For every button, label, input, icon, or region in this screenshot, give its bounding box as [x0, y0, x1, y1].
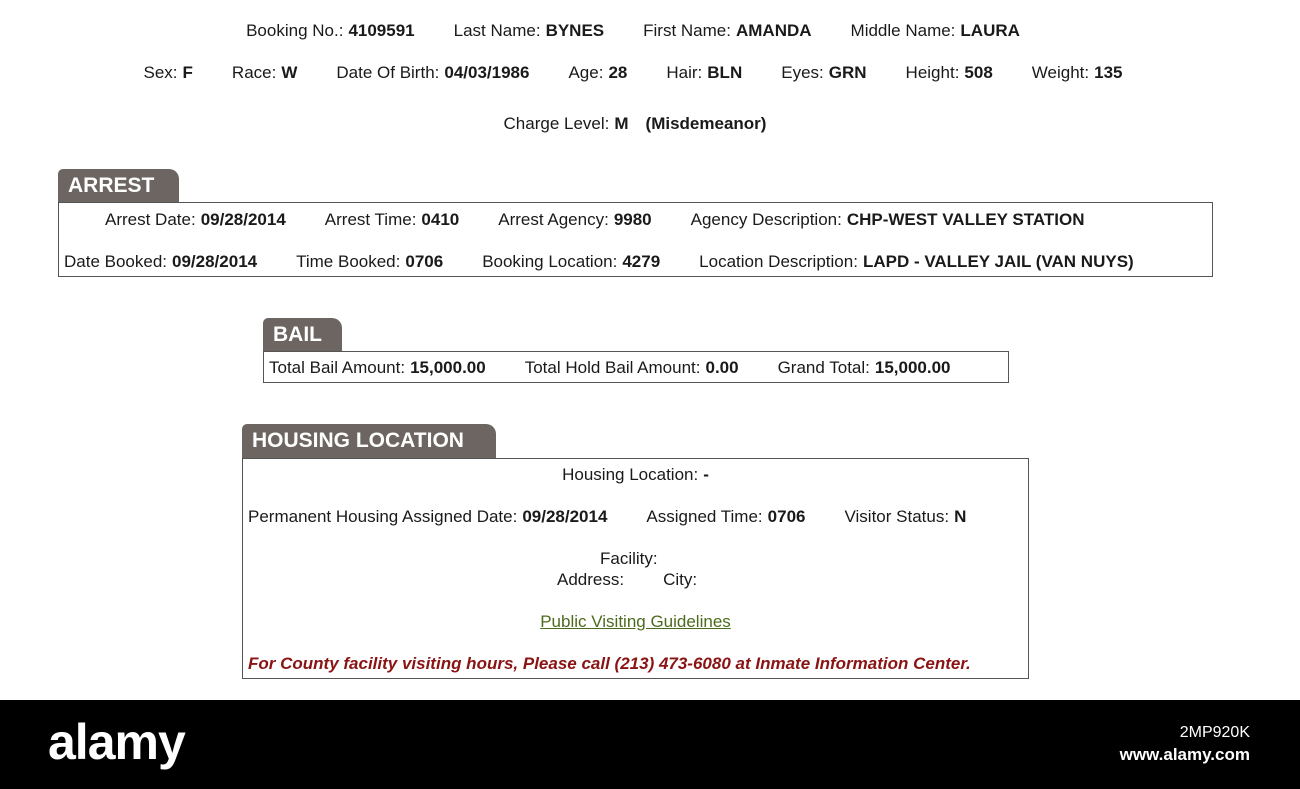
location-description-field	[699, 252, 1134, 272]
visiting-hours-notice: For County facility visiting hours, Please call (213) 473-6080 at Inmate Information Center.	[248, 654, 971, 673]
assigned-time-label: Assigned Time:	[646, 507, 763, 526]
sex-label: Sex:	[143, 63, 178, 82]
booking-no-value: 4109591	[348, 21, 415, 40]
agency-description-field	[691, 210, 1085, 230]
weight-value: 135	[1094, 63, 1123, 82]
alamy-logo: alamy	[48, 714, 185, 770]
last-name-label: Last Name:	[453, 21, 541, 40]
visitor-status-label: Visitor Status:	[844, 507, 950, 526]
booking-location-field	[482, 252, 660, 272]
grand-total-field	[778, 358, 951, 378]
grand-total-label: Grand Total:	[777, 358, 870, 377]
arrest-section-tab: ARREST	[58, 169, 179, 203]
arrest-time-value: 0410	[421, 210, 460, 229]
grand-total-value: 15,000.00	[874, 358, 951, 377]
last-name-value: BYNES	[545, 21, 605, 40]
city-label: City:	[663, 570, 698, 589]
assigned-time-field	[646, 507, 805, 527]
race-field	[232, 63, 297, 83]
time-booked-label: Time Booked:	[296, 252, 401, 271]
housing-location-row	[243, 465, 1028, 485]
arrest-agency-value: 9980	[613, 210, 652, 229]
visitor-status-field	[844, 507, 966, 527]
eyes-value: GRN	[828, 63, 867, 82]
sex-field	[144, 63, 193, 83]
dob-label: Date Of Birth:	[336, 63, 440, 82]
total-bail-label: Total Bail Amount:	[269, 358, 406, 377]
location-description-label: Location Description:	[699, 252, 858, 271]
housing-location-field	[562, 465, 709, 485]
total-hold-bail-field	[525, 358, 739, 378]
facility-row	[600, 549, 658, 569]
guidelines-row	[243, 612, 1028, 632]
age-label: Age:	[568, 63, 604, 82]
eyes-field	[781, 63, 866, 83]
time-booked-value: 0706	[405, 252, 444, 271]
first-name-field	[643, 21, 811, 41]
total-bail-field	[269, 358, 486, 378]
arrest-section-box	[58, 202, 1213, 277]
first-name-value: AMANDA	[735, 21, 812, 40]
image-id: 2MP920K	[1179, 724, 1250, 741]
arrest-date-label: Arrest Date:	[105, 210, 196, 229]
arrest-date-field	[105, 210, 286, 230]
housing-location-value: -	[703, 465, 709, 484]
visitor-status-value: N	[954, 507, 967, 526]
weight-label: Weight:	[1031, 63, 1090, 82]
watermark-footer	[0, 700, 1300, 789]
arrest-agency-field	[498, 210, 651, 230]
total-hold-bail-value: 0.00	[705, 358, 739, 377]
charge-level-row	[0, 114, 1270, 134]
bail-section-box	[263, 351, 1009, 383]
assigned-time-value: 0706	[767, 507, 806, 526]
arrest-time-label: Arrest Time:	[324, 210, 417, 229]
arrest-row-2	[64, 252, 1134, 272]
booking-no-label: Booking No.:	[246, 21, 344, 40]
facility-label: Facility:	[600, 549, 658, 568]
arrest-time-field	[325, 210, 459, 230]
height-field	[906, 63, 993, 83]
middle-name-value: LAURA	[960, 21, 1020, 40]
middle-name-field	[851, 21, 1020, 41]
image-id-block	[1120, 722, 1250, 766]
middle-name-label: Middle Name:	[850, 21, 956, 40]
race-value: W	[281, 63, 298, 82]
booking-no-field	[246, 21, 415, 41]
bail-row	[269, 358, 951, 378]
dob-field	[336, 63, 529, 83]
charge-level-description: (Misdemeanor)	[645, 114, 767, 133]
hair-value: BLN	[707, 63, 743, 82]
agency-description-value: CHP-WEST VALLEY STATION	[846, 210, 1085, 229]
date-booked-value: 09/28/2014	[172, 252, 258, 271]
watermark-site: www.alamy.com	[1119, 745, 1250, 764]
height-value: 508	[964, 63, 993, 82]
date-booked-field	[64, 252, 257, 272]
charge-level-field	[504, 114, 767, 134]
first-name-label: First Name:	[643, 21, 731, 40]
age-field	[568, 63, 627, 83]
total-hold-bail-label: Total Hold Bail Amount:	[524, 358, 701, 377]
housing-section-tab: HOUSING LOCATION	[242, 424, 496, 458]
housing-section-box	[242, 458, 1029, 679]
age-value: 28	[608, 63, 628, 82]
assigned-date-value: 09/28/2014	[522, 507, 608, 526]
address-label: Address:	[557, 570, 625, 589]
bail-section-tab: BAIL	[263, 318, 342, 352]
time-booked-field	[296, 252, 443, 272]
weight-field	[1032, 63, 1123, 83]
public-visiting-guidelines-link[interactable]: Public Visiting Guidelines	[540, 612, 731, 631]
booking-location-label: Booking Location:	[482, 252, 618, 271]
hair-field	[666, 63, 742, 83]
identity-row	[0, 21, 1266, 41]
date-booked-label: Date Booked:	[64, 252, 168, 271]
assigned-date-field	[248, 507, 607, 527]
housing-location-label: Housing Location:	[562, 465, 699, 484]
housing-assignment-row	[248, 507, 966, 527]
address-city-row	[557, 570, 697, 590]
arrest-row-1	[105, 210, 1085, 230]
location-description-value: LAPD - VALLEY JAIL (VAN NUYS)	[862, 252, 1134, 271]
last-name-field	[454, 21, 605, 41]
booking-location-value: 4279	[622, 252, 661, 271]
dob-value: 04/03/1986	[444, 63, 530, 82]
sex-value: F	[182, 63, 193, 82]
arrest-agency-label: Arrest Agency:	[498, 210, 609, 229]
assigned-date-label: Permanent Housing Assigned Date:	[248, 507, 518, 526]
physical-row	[0, 63, 1266, 83]
charge-level-label: Charge Level:	[503, 114, 610, 133]
agency-description-label: Agency Description:	[690, 210, 842, 229]
arrest-date-value: 09/28/2014	[200, 210, 286, 229]
total-bail-value: 15,000.00	[410, 358, 486, 377]
height-label: Height:	[905, 63, 960, 82]
race-label: Race:	[231, 63, 277, 82]
notice-row	[248, 654, 971, 674]
eyes-label: Eyes:	[781, 63, 824, 82]
charge-level-value: M	[614, 114, 629, 133]
hair-label: Hair:	[666, 63, 703, 82]
